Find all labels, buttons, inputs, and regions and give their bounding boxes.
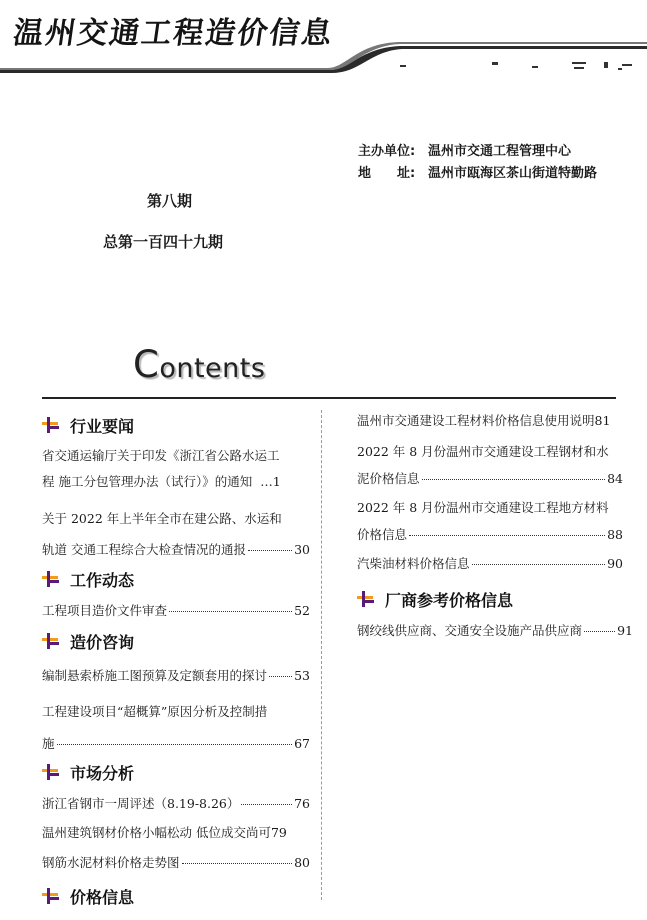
toc-entry-text: 温州建筑钢材价格小幅松动 低位成交尚可 bbox=[42, 825, 271, 840]
toc-entry-text: 汽柴油材料价格信息 bbox=[357, 556, 470, 571]
toc-entry-page: 88 bbox=[607, 527, 623, 542]
toc-entry-text: 关于 2022 年上半年全市在建公路、水运和 bbox=[42, 511, 282, 526]
section-industry-news[interactable] bbox=[42, 414, 134, 437]
toc-entry-text: 工程项目造价文件审查 bbox=[42, 603, 168, 618]
toc-entry-text: 轨道 交通工程综合大检查情况的通报 bbox=[42, 542, 246, 557]
masthead-dash bbox=[572, 62, 586, 64]
toc-leader bbox=[241, 804, 292, 805]
section-price-info[interactable] bbox=[42, 885, 134, 908]
toc-entry-ellipsis: … bbox=[260, 474, 273, 489]
sponsor-address bbox=[358, 162, 597, 181]
toc-entry-page: 53 bbox=[294, 668, 310, 683]
toc-entry-5-line1[interactable] bbox=[42, 702, 310, 720]
toc-entry-page: 52 bbox=[294, 603, 310, 618]
contents-initial: C bbox=[133, 343, 160, 386]
issue-total: 总第一百四十九期 bbox=[103, 233, 224, 251]
contents-rule bbox=[42, 397, 616, 399]
sponsor-host-value: 温州市交通工程管理中心 bbox=[428, 144, 572, 159]
toc-entry-page: 81 bbox=[594, 413, 611, 428]
toc-entry-r1[interactable] bbox=[357, 411, 630, 429]
sponsor-host-label: 主办单位: bbox=[358, 144, 416, 159]
toc-entry-r2-line2[interactable] bbox=[357, 469, 623, 487]
toc-entry-text: 钢绞线供应商、交通安全设施产品供应商 bbox=[357, 623, 583, 638]
toc-entry-page: 79 bbox=[270, 825, 287, 840]
toc-entry-r5[interactable] bbox=[357, 621, 633, 639]
masthead-dash bbox=[622, 64, 632, 66]
masthead-dash bbox=[618, 68, 622, 70]
toc-entry-page: 67 bbox=[294, 736, 310, 751]
toc-entry-7[interactable] bbox=[42, 823, 310, 841]
toc-leader bbox=[57, 744, 293, 745]
toc-entry-r3-line1[interactable] bbox=[357, 498, 630, 516]
toc-entry-page: 76 bbox=[294, 796, 310, 811]
toc-entry-2-line2[interactable] bbox=[42, 540, 310, 558]
section-title: 造价咨询 bbox=[70, 633, 135, 652]
section-vendor-prices[interactable] bbox=[357, 588, 513, 611]
toc-entry-text: 省交通运输厅关于印发《浙江省公路水运工 bbox=[42, 448, 280, 463]
section-icon bbox=[42, 633, 60, 651]
section-title: 行业要闻 bbox=[70, 417, 135, 436]
toc-leader bbox=[248, 550, 292, 551]
toc-leader bbox=[584, 631, 615, 632]
section-icon bbox=[42, 571, 60, 589]
toc-entry-r2-line1[interactable] bbox=[357, 442, 630, 460]
toc-entry-text: 编制悬索桥施工图预算及定额套用的探讨 bbox=[42, 668, 268, 683]
toc-leader bbox=[422, 479, 606, 480]
toc-leader bbox=[169, 611, 292, 612]
sponsor-address-value: 温州市瓯海区茶山街道特勤路 bbox=[428, 166, 598, 181]
toc-entry-4[interactable] bbox=[42, 666, 310, 684]
section-title: 厂商参考价格信息 bbox=[385, 591, 514, 610]
section-icon bbox=[42, 888, 60, 906]
section-cost-consulting[interactable] bbox=[42, 630, 134, 653]
masthead-dash bbox=[574, 67, 584, 69]
toc-entry-page: 80 bbox=[294, 855, 310, 870]
masthead-title: 温州交通工程造价信息 bbox=[11, 16, 336, 51]
section-title: 市场分析 bbox=[70, 764, 135, 783]
toc-entry-6[interactable] bbox=[42, 794, 310, 812]
masthead-dash bbox=[492, 62, 498, 65]
section-title: 价格信息 bbox=[70, 888, 135, 907]
section-icon bbox=[42, 417, 60, 435]
toc-entry-8[interactable] bbox=[42, 853, 310, 871]
toc-entry-page: 91 bbox=[617, 623, 633, 638]
column-divider bbox=[321, 410, 322, 900]
masthead-swoosh bbox=[0, 40, 647, 80]
toc-entry-text: 工程建设项目“超概算”原因分析及控制措 bbox=[42, 704, 268, 719]
toc-leader bbox=[472, 564, 606, 565]
sponsor-address-label: 地 址: bbox=[358, 166, 416, 181]
toc-entry-text: 程 施工分包管理办法（试行）》的通知 bbox=[42, 474, 253, 489]
toc-entry-page: 30 bbox=[294, 542, 310, 557]
toc-entry-text: 价格信息 bbox=[357, 527, 408, 542]
toc-entry-text: 钢筋水泥材料价格走势图 bbox=[42, 855, 180, 870]
masthead-dash bbox=[604, 62, 608, 68]
sponsor-host bbox=[358, 140, 571, 159]
toc-entry-5-line2[interactable] bbox=[42, 734, 310, 752]
toc-entry-1-line2[interactable] bbox=[42, 472, 310, 490]
toc-entry-text: 浙江省钢市一周评述（8.19-8.26） bbox=[42, 796, 240, 811]
toc-entry-2-line1[interactable] bbox=[42, 509, 310, 527]
toc-leader bbox=[269, 676, 292, 677]
section-market-analysis[interactable] bbox=[42, 761, 134, 784]
section-title: 工作动态 bbox=[70, 571, 135, 590]
toc-entry-text: 2022 年 8 月份温州市交通建设工程地方材料 bbox=[357, 500, 609, 515]
section-icon bbox=[42, 764, 60, 782]
contents-heading bbox=[133, 343, 265, 386]
toc-entry-page: 1 bbox=[272, 474, 281, 489]
toc-entry-page: 84 bbox=[607, 471, 623, 486]
toc-leader bbox=[409, 535, 605, 536]
toc-entry-page: 90 bbox=[607, 556, 623, 571]
section-work-updates[interactable] bbox=[42, 568, 134, 591]
toc-entry-r4[interactable] bbox=[357, 554, 623, 572]
masthead-dash bbox=[400, 65, 406, 67]
toc-entry-text: 温州市交通建设工程材料价格信息使用说明 bbox=[357, 413, 595, 428]
toc-entry-r3-line2[interactable] bbox=[357, 525, 623, 543]
contents-rest: ontents bbox=[159, 353, 266, 384]
issue-number: 第八期 bbox=[147, 192, 193, 210]
section-icon bbox=[357, 591, 375, 609]
toc-leader bbox=[182, 863, 293, 864]
toc-entry-text: 2022 年 8 月份温州市交通建设工程钢材和水 bbox=[357, 444, 609, 459]
masthead-dash bbox=[532, 66, 538, 68]
toc-entry-1-line1[interactable] bbox=[42, 446, 310, 464]
toc-entry-text: 泥价格信息 bbox=[357, 471, 420, 486]
toc-entry-3[interactable] bbox=[42, 601, 310, 619]
toc-entry-text: 施 bbox=[42, 736, 55, 751]
